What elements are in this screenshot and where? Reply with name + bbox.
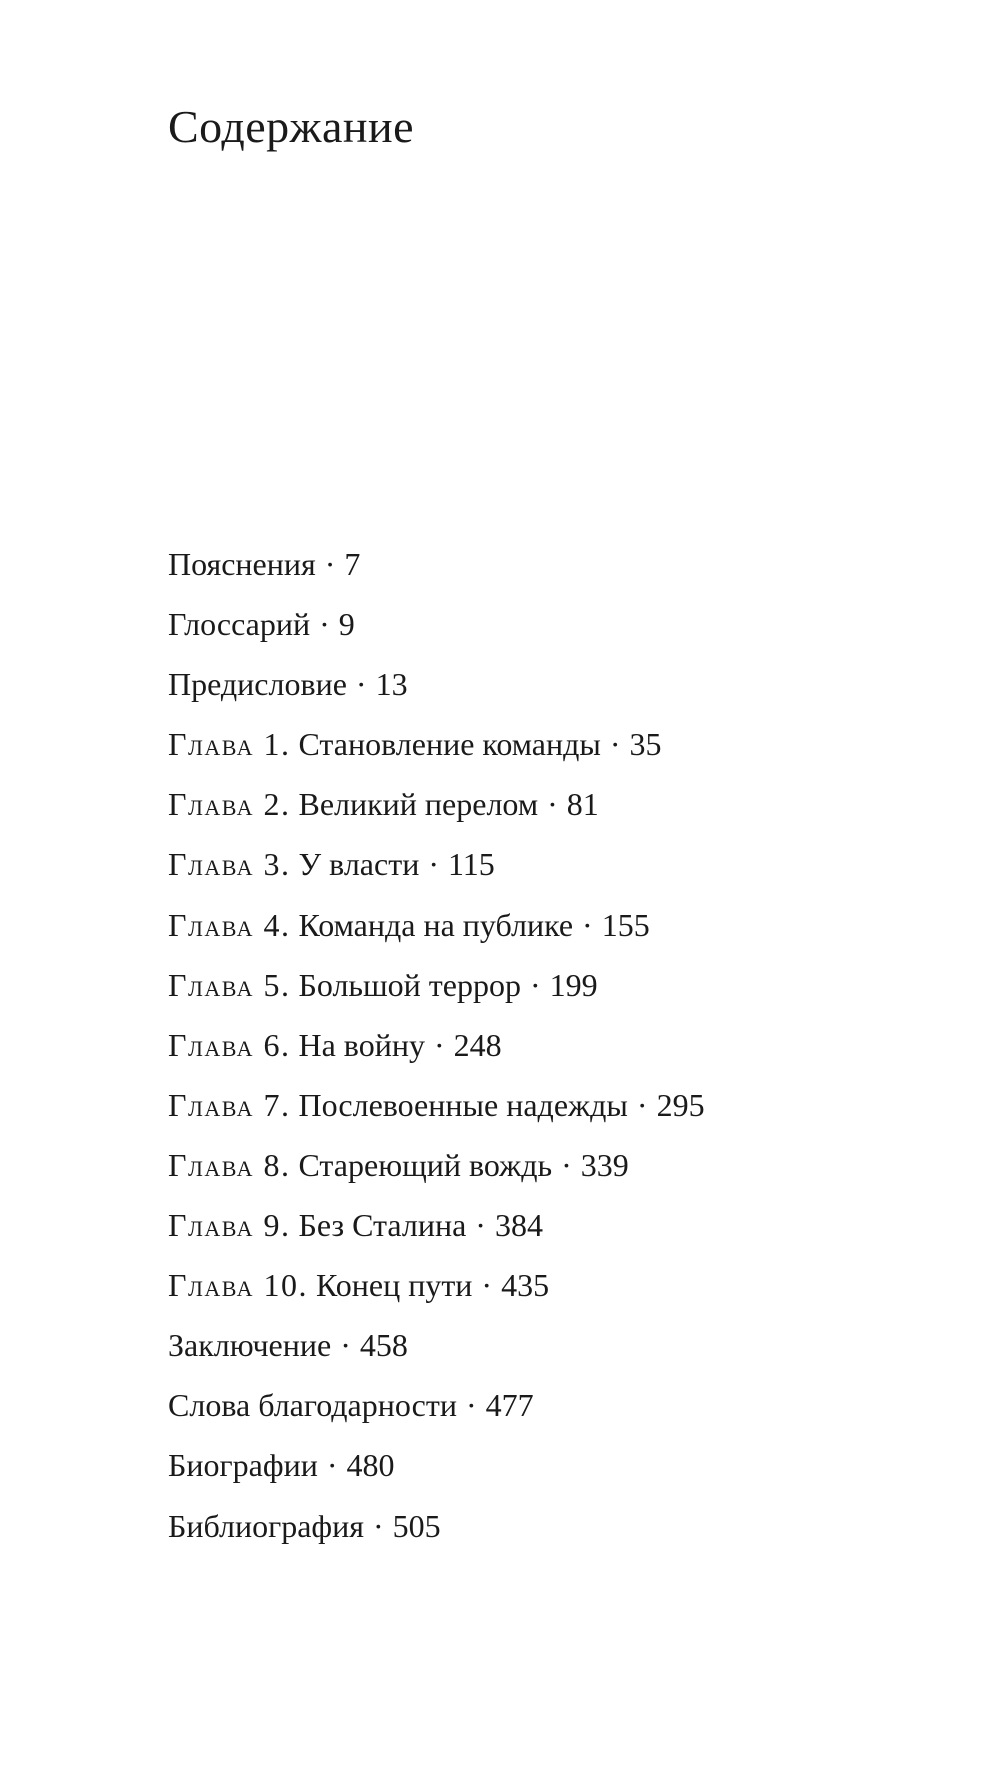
toc-entry-title: На войну (298, 1026, 425, 1063)
toc-entry-page: 7 (344, 546, 361, 582)
toc-entry-page: 435 (501, 1267, 550, 1304)
separator-dot: · (433, 1026, 445, 1063)
separator-dot: · (326, 1447, 338, 1484)
chapter-label: Глава 9. (168, 1207, 291, 1244)
toc-entry-page: 295 (656, 1086, 705, 1123)
toc-entry-chapter-6[interactable] (168, 1027, 705, 1087)
toc-entry-chapter-1[interactable] (168, 726, 705, 786)
toc-entry-page: 248 (453, 1026, 502, 1063)
chapter-label: Глава 8. (168, 1146, 291, 1183)
separator-dot: · (319, 606, 330, 643)
toc-entry-title: Заключение (168, 1327, 332, 1364)
toc-entry-title: Становление команды (298, 726, 601, 763)
toc-entry-chapter-4[interactable] (168, 907, 705, 967)
toc-entry-title: Биографии (168, 1447, 318, 1484)
separator-dot: · (609, 726, 621, 763)
toc-entry-bibliography[interactable] (168, 1508, 705, 1568)
toc-entry-page: 505 (392, 1507, 441, 1544)
toc-entry-title: Библиография (168, 1507, 364, 1544)
separator-dot: · (636, 1086, 648, 1123)
chapter-label: Глава 5. (168, 966, 291, 1003)
toc-entry-chapter-8[interactable] (168, 1147, 705, 1207)
toc-entry-title: Большой террор (298, 966, 521, 1003)
chapter-label: Глава 6. (168, 1026, 291, 1063)
toc-entry-page: 13 (375, 666, 408, 703)
toc-entry-title: Великий перелом (298, 786, 539, 823)
chapter-label: Глава 1. (168, 726, 291, 763)
toc-entry-preface[interactable] (168, 666, 705, 726)
separator-dot: · (372, 1507, 384, 1544)
chapter-label: Глава 2. (168, 786, 291, 823)
toc-entry-title: У власти (298, 846, 420, 883)
separator-dot: · (355, 666, 367, 703)
toc-entry-chapter-3[interactable] (168, 846, 705, 906)
toc-entry-page: 155 (601, 906, 650, 943)
separator-dot: · (465, 1387, 477, 1424)
separator-dot: · (582, 906, 593, 943)
toc-entry-glossary[interactable] (168, 606, 705, 666)
toc-entry-title: Команда на публике (298, 906, 574, 943)
separator-dot: · (428, 846, 439, 883)
toc-entry-title: Без Сталина (298, 1207, 467, 1244)
toc-entry-chapter-7[interactable] (168, 1087, 705, 1147)
toc-entry-title: Пояснения (168, 546, 316, 582)
toc-entry-conclusion[interactable] (168, 1327, 705, 1387)
toc-entry-chapter-2[interactable] (168, 786, 705, 846)
toc-entry-explanations[interactable] (168, 546, 705, 606)
chapter-label: Глава 4. (168, 906, 291, 943)
toc-entry-page: 480 (346, 1447, 395, 1484)
toc-entry-title: Конец пути (315, 1267, 473, 1304)
chapter-label: Глава 3. (168, 846, 291, 883)
page-title: Содержание (168, 101, 415, 152)
table-of-contents (168, 546, 705, 1568)
toc-entry-page: 81 (566, 786, 599, 823)
toc-entry-title: Глоссарий (168, 606, 311, 643)
separator-dot: · (324, 546, 336, 582)
separator-dot: · (561, 1146, 572, 1183)
chapter-label: Глава 10. (168, 1267, 308, 1304)
toc-entry-page: 199 (549, 966, 598, 1003)
separator-dot: · (475, 1207, 486, 1244)
toc-entry-page: 115 (447, 846, 495, 883)
toc-entry-title: Предисловие (168, 666, 347, 703)
toc-entry-chapter-10[interactable] (168, 1267, 705, 1327)
toc-entry-page: 9 (338, 606, 355, 643)
toc-entry-page: 35 (629, 726, 662, 763)
toc-entry-chapter-5[interactable] (168, 967, 705, 1027)
separator-dot: · (547, 786, 558, 823)
toc-entry-page: 477 (485, 1387, 534, 1424)
separator-dot: · (340, 1327, 351, 1364)
chapter-label: Глава 7. (168, 1086, 291, 1123)
separator-dot: · (481, 1267, 493, 1304)
toc-entry-title: Слова благодарности (168, 1387, 457, 1424)
toc-entry-title: Стареющий вождь (298, 1146, 553, 1183)
toc-entry-page: 384 (494, 1207, 543, 1244)
toc-entry-biographies[interactable] (168, 1447, 705, 1507)
toc-entry-page: 339 (580, 1146, 629, 1183)
separator-dot: · (529, 966, 541, 1003)
toc-entry-chapter-9[interactable] (168, 1207, 705, 1267)
toc-entry-page: 458 (359, 1327, 408, 1364)
toc-entry-title: Послевоенные надежды (298, 1086, 628, 1123)
toc-entry-acknowledgements[interactable] (168, 1387, 705, 1447)
